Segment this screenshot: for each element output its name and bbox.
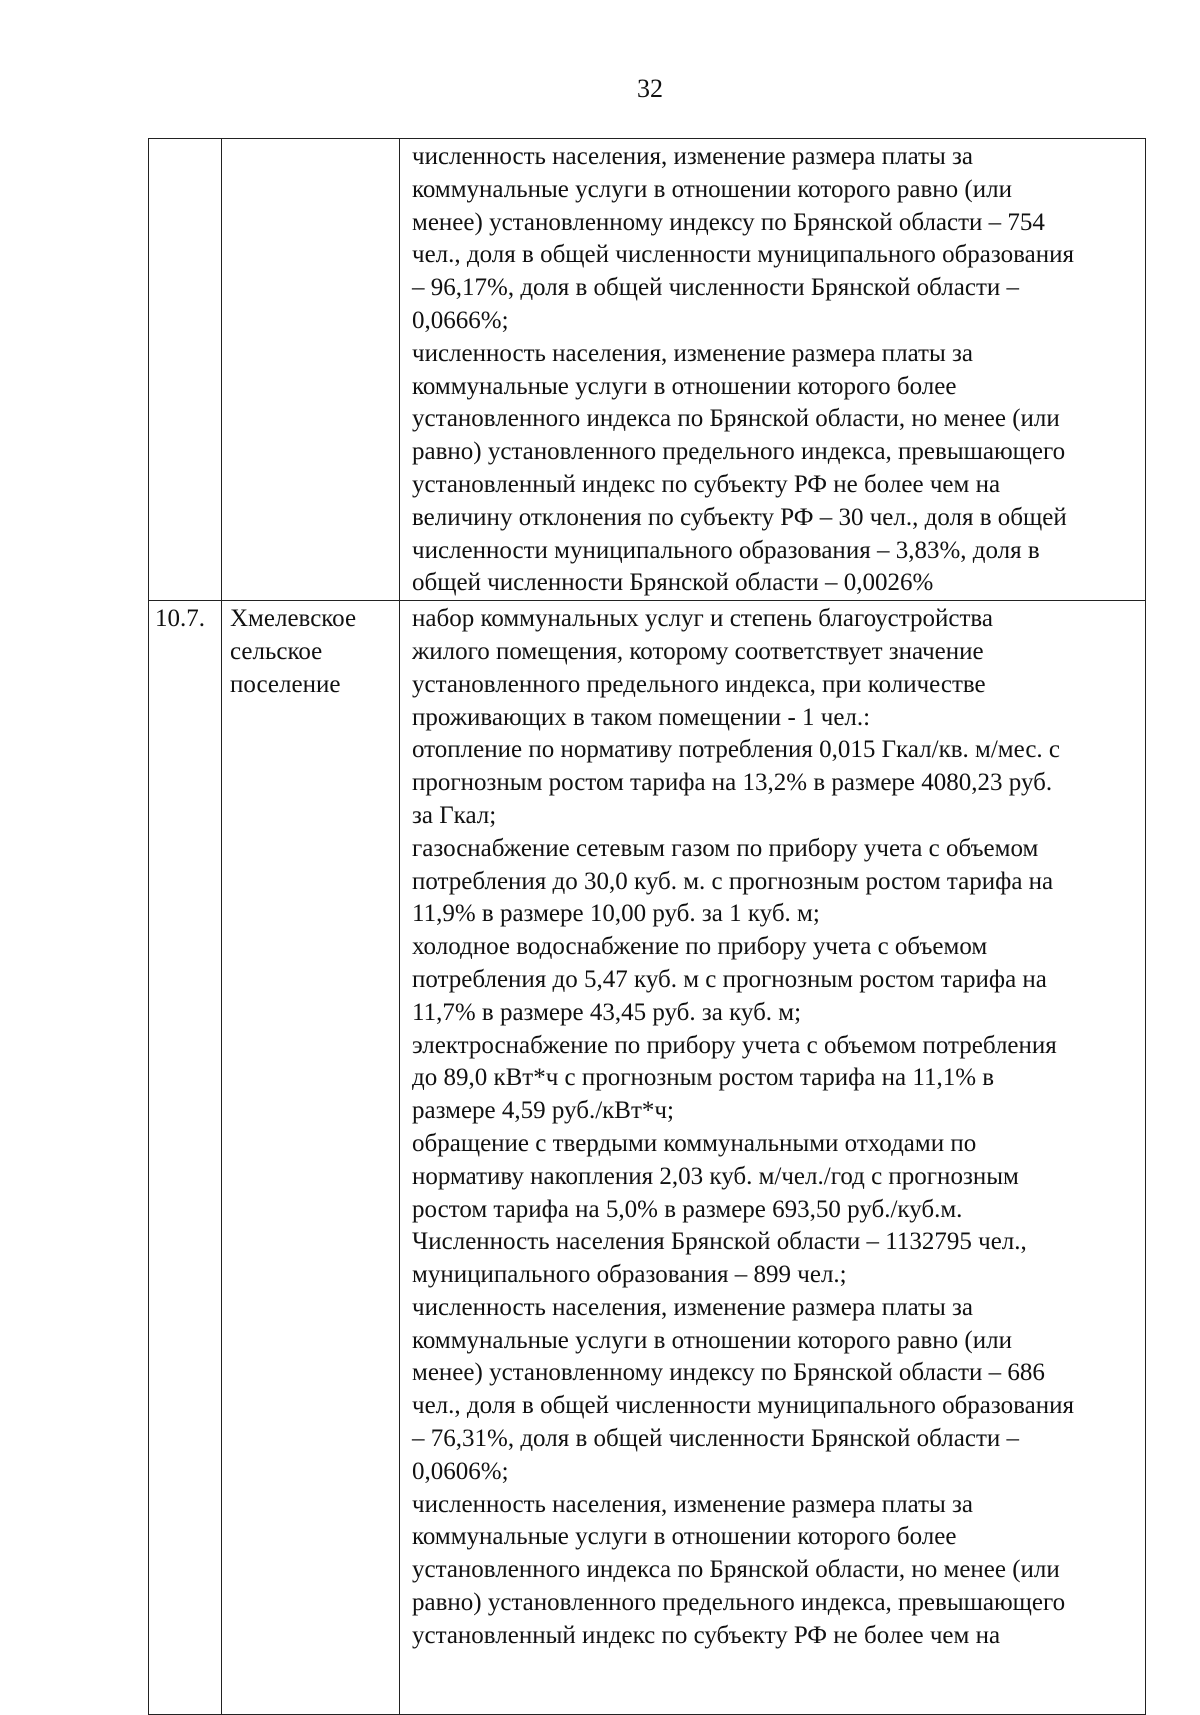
text-line: установленного предельного индекса, при количестве	[412, 670, 986, 698]
text-line: коммунальные услуги в отношении которого более	[412, 372, 957, 400]
text-line: численность населения, изменение размера платы за	[412, 1490, 973, 1518]
text-line: холодное водоснабжение по прибору учета с объемом	[412, 933, 988, 961]
description-cell	[400, 139, 1146, 601]
text-line: электроснабжение по прибору учета с объемом потребления	[412, 1031, 1057, 1059]
municipality-cell	[222, 601, 400, 1715]
text-line: равно) установленного предельного индекса, превышающего	[412, 438, 1066, 466]
text-line: численности муниципального образования – 3,83%, доля в	[412, 536, 1040, 564]
row-number-cell	[149, 601, 222, 1715]
text-line: сельское	[230, 637, 323, 665]
text-line: размере 4,59 руб./кВт*ч;	[412, 1097, 674, 1125]
text-line: установленного индекса по Брянской области, но менее (или	[412, 1556, 1060, 1584]
text-line: газоснабжение сетевым газом по прибору учета с объемом	[412, 834, 1039, 862]
table-row	[149, 601, 1146, 1715]
text-line: до 89,0 кВт*ч с прогнозным ростом тарифа на 11,1% в	[412, 1064, 995, 1092]
text-line: нормативу накопления 2,03 куб. м/чел./год с прогнозным	[412, 1162, 1019, 1190]
text-line: проживающих в таком помещении - 1 чел.:	[412, 703, 871, 731]
text-line: 11,9% в размере 10,00 руб. за 1 куб. м;	[412, 900, 820, 928]
text-line: Хмелевское	[230, 605, 357, 633]
text-line: чел., доля в общей численности муниципального образования	[412, 1392, 1074, 1420]
municipality-name	[222, 601, 399, 701]
text-line: поселение	[230, 670, 341, 698]
text-line: общей численности Брянской области – 0,0026%	[412, 569, 934, 597]
text-line: равно) установленного предельного индекса, превышающего	[412, 1589, 1066, 1617]
text-line: жилого помещения, которому соответствует значение	[412, 637, 984, 665]
text-line: – 76,31%, доля в общей численности Брянской области –	[412, 1425, 1019, 1453]
text-line: коммунальные услуги в отношении которого более	[412, 1523, 957, 1551]
text-line: установленного индекса по Брянской области, но менее (или	[412, 405, 1060, 433]
text-line: ростом тарифа на 5,0% в размере 693,50 руб./куб.м.	[412, 1195, 963, 1223]
row-number: 10.7.	[155, 605, 205, 633]
text-line: установленный индекс по субъекту РФ не более чем на	[412, 1621, 1001, 1649]
text-line: муниципального образования – 899 чел.;	[412, 1261, 847, 1289]
text-line: потребления до 30,0 куб. м. с прогнозным ростом тарифа на	[412, 867, 1054, 895]
text-line: Численность населения Брянской области – 1132795 чел.,	[412, 1228, 1027, 1256]
text-line: менее) установленному индексу по Брянской области – 686	[412, 1359, 1045, 1387]
text-line: набор коммунальных услуг и степень благоустройства	[412, 605, 993, 633]
row-number	[149, 139, 221, 141]
text-line: 0,0666%;	[412, 306, 509, 334]
text-line: потребления до 5,47 куб. м с прогнозным ростом тарифа на	[412, 965, 1047, 993]
text-line: численность населения, изменение размера платы за	[412, 143, 973, 170]
text-line: чел., доля в общей численности муниципального образования	[412, 241, 1074, 269]
table-row	[149, 139, 1146, 601]
text-line: обращение с твердыми коммунальными отходами по	[412, 1129, 977, 1157]
municipality-cell	[222, 139, 400, 601]
description-text	[400, 139, 1145, 600]
row-number-cell	[149, 139, 222, 601]
text-line: – 96,17%, доля в общей численности Брянской области –	[412, 274, 1019, 302]
text-line: величину отклонения по субъекту РФ – 30 чел., доля в общей	[412, 503, 1067, 531]
text-line: численность населения, изменение размера платы за	[412, 1293, 973, 1321]
data-table	[148, 138, 1146, 1715]
description-text	[400, 601, 1145, 1653]
municipality-name	[222, 139, 399, 141]
text-line: коммунальные услуги в отношении которого равно (или	[412, 175, 1012, 203]
page-number: 32	[637, 74, 663, 103]
text-line: за Гкал;	[412, 801, 497, 829]
text-line: установленный индекс по субъекту РФ не более чем на	[412, 470, 1001, 498]
text-line: коммунальные услуги в отношении которого равно (или	[412, 1326, 1012, 1354]
text-line: 0,0606%;	[412, 1457, 509, 1485]
text-line: менее) установленному индексу по Брянской области – 754	[412, 208, 1045, 236]
text-line: численность населения, изменение размера платы за	[412, 339, 973, 367]
description-cell	[400, 601, 1146, 1715]
text-line: прогнозным ростом тарифа на 13,2% в размере 4080,23 руб.	[412, 769, 1053, 797]
text-line: 11,7% в размере 43,45 руб. за куб. м;	[412, 998, 802, 1026]
text-line: отопление по нормативу потребления 0,015 Гкал/кв. м/мес. с	[412, 736, 1061, 764]
